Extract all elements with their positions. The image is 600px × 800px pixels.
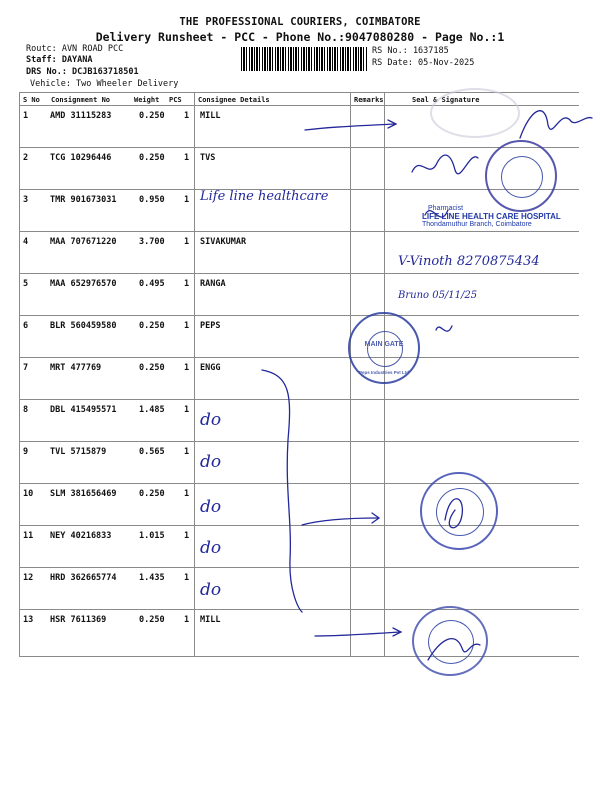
row-weight: 0.495 — [139, 279, 165, 289]
row-consignment-no: MAA 707671220 — [50, 237, 117, 247]
row-sno: 4 — [23, 237, 29, 247]
row-pcs: 1 — [184, 279, 190, 289]
signature-row1 — [520, 111, 592, 138]
handwritten-consignee-row3: Life line healthcare — [200, 189, 329, 204]
row-divider — [19, 357, 579, 358]
row-consignment-no: AMD 31115283 — [50, 111, 112, 121]
row-consignment-no: MRT 477769 — [50, 363, 102, 373]
row-pcs: 1 — [184, 447, 190, 457]
row-consignment-no: HRD 362665774 — [50, 573, 117, 583]
row-divider — [19, 567, 579, 568]
row-pcs: 1 — [184, 195, 190, 205]
row-consignment-no: SLM 381656469 — [50, 489, 117, 499]
row-sno: 10 — [23, 489, 34, 499]
header-sno: S No — [23, 96, 40, 104]
row-sno: 9 — [23, 447, 29, 457]
row-weight: 1.435 — [139, 573, 165, 583]
ditto-mark-row9: do — [200, 452, 222, 472]
row-divider — [19, 656, 579, 657]
arrow-row13 — [315, 632, 400, 636]
row-consignment-no: TVL 5715879 — [50, 447, 107, 457]
gate-seal-row7 — [348, 312, 420, 384]
brace-line — [262, 370, 302, 612]
row-weight: 0.250 — [139, 111, 165, 121]
row-pcs: 1 — [184, 615, 190, 625]
signature-row2 — [412, 155, 478, 174]
header-weight: Weight — [134, 96, 160, 104]
rs-number: RS No.: 1637185 — [372, 46, 449, 56]
ditto-mark-row10: do — [200, 497, 222, 517]
runsheet-subtitle: Delivery Runsheet - PCC - Phone No.:9047080280 - Page No.:1 — [95, 30, 505, 44]
header-consignment: Consignment No — [51, 96, 111, 104]
faded-seal-row1 — [430, 88, 520, 138]
hospital-branch: Thondamuthur Branch, Coimbatore — [422, 221, 532, 228]
round-seal-row10 — [420, 472, 498, 550]
row-weight: 3.700 — [139, 237, 165, 247]
row-pcs: 1 — [184, 111, 190, 121]
row-sno: 1 — [23, 111, 29, 121]
row-divider — [19, 315, 579, 316]
row-weight: 0.250 — [139, 363, 165, 373]
route-label: Routc: AVN ROAD PCC — [26, 44, 124, 54]
header-seal-signature: Seal & Signature — [412, 96, 480, 104]
row-pcs: 1 — [184, 489, 190, 499]
row-sno: 11 — [23, 531, 34, 541]
row-consignee: MILL — [200, 615, 221, 625]
row-sno: 7 — [23, 363, 29, 373]
row-divider — [19, 147, 579, 148]
ditto-mark-row8: do — [200, 410, 222, 430]
row-sno: 2 — [23, 153, 29, 163]
row-consignment-no: DBL 415495571 — [50, 405, 117, 415]
row-sno: 8 — [23, 405, 29, 415]
row-sno: 5 — [23, 279, 29, 289]
row-weight: 0.250 — [139, 615, 165, 625]
row-sno: 6 — [23, 321, 29, 331]
handwritten-receiver-row4: V-Vinoth 8270875434 — [398, 254, 540, 269]
row-sno: 12 — [23, 573, 34, 583]
consignee-column-divider — [194, 92, 195, 656]
row-weight: 0.565 — [139, 447, 165, 457]
row-divider — [19, 399, 579, 400]
row-weight: 1.485 — [139, 405, 165, 415]
round-seal-row2 — [485, 140, 557, 212]
row-consignment-no: MAA 652976570 — [50, 279, 117, 289]
rs-date: RS Date: 05-Nov-2025 — [372, 58, 475, 68]
ditto-mark-row12: do — [200, 580, 222, 600]
row-weight: 0.250 — [139, 489, 165, 499]
row-consignment-no: TMR 901673031 — [50, 195, 117, 205]
ditto-mark-row11: do — [200, 538, 222, 558]
row-pcs: 1 — [184, 153, 190, 163]
row-pcs: 1 — [184, 573, 190, 583]
header-pcs: PCS — [169, 96, 182, 104]
row-pcs: 1 — [184, 321, 190, 331]
row-pcs: 1 — [184, 405, 190, 415]
row-consignment-no: BLR 560459580 — [50, 321, 117, 331]
staff-label: Staff: DAYANA — [26, 55, 93, 65]
gate-seal-ring-text: Peps Industries Pvt Ltd — [358, 370, 409, 375]
row-divider — [19, 483, 579, 484]
hospital-name: LIFE LINE HEALTH CARE HOSPITAL — [422, 212, 561, 221]
row-weight: 0.250 — [139, 153, 165, 163]
pharmacist-role: Pharmacist — [428, 205, 464, 212]
header-remarks: Remarks — [354, 96, 384, 104]
arrow-row10 — [302, 518, 378, 525]
row-consignment-no: TCG 10296446 — [50, 153, 112, 163]
row-weight: 1.015 — [139, 531, 165, 541]
pharmacy-stamp — [422, 205, 561, 228]
row-consignee: MILL — [200, 111, 221, 121]
row-consignment-no: NEY 40216833 — [50, 531, 112, 541]
row-sno: 13 — [23, 615, 34, 625]
row-divider — [19, 441, 579, 442]
handwritten-receiver-row6: Bruno 05/11/25 — [398, 290, 478, 301]
row-sno: 3 — [23, 195, 29, 205]
row-consignee: PEPS — [200, 321, 221, 331]
row-weight: 0.250 — [139, 321, 165, 331]
row-consignee: RANGA — [200, 279, 226, 289]
row-weight: 0.950 — [139, 195, 165, 205]
row-pcs: 1 — [184, 237, 190, 247]
row-divider — [19, 273, 579, 274]
barcode-image — [241, 47, 367, 71]
header-consignee: Consignee Details — [198, 96, 270, 104]
company-title: THE PROFESSIONAL COURIERS, COIMBATORE — [179, 16, 421, 28]
row-divider — [19, 609, 579, 610]
vehicle-label: Vehicle: Two Wheeler Delivery — [30, 79, 179, 89]
drs-number: DRS No.: DCJB163718501 — [26, 67, 139, 77]
round-seal-row13 — [412, 606, 488, 676]
row-consignee: ENGG — [200, 363, 221, 373]
row-pcs: 1 — [184, 363, 190, 373]
row-divider — [19, 231, 579, 232]
gate-seal-center-text: MAIN GATE — [364, 341, 404, 348]
signature-row6 — [436, 326, 452, 331]
row-consignee: TVS — [200, 153, 216, 163]
row-consignee: SIVAKUMAR — [200, 237, 247, 247]
table-left-border — [19, 92, 20, 656]
row-consignment-no: HSR 7611369 — [50, 615, 107, 625]
row-pcs: 1 — [184, 531, 190, 541]
